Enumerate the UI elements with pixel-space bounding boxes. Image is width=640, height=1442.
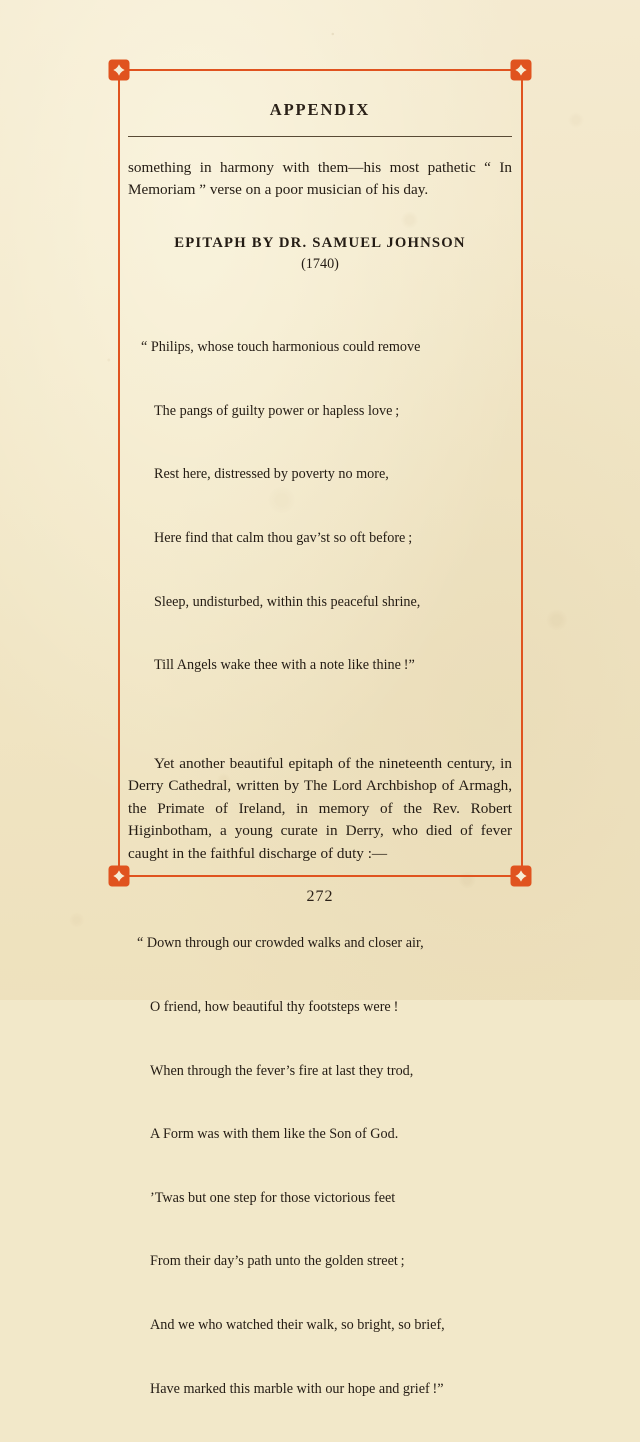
paragraph-continuation: something in harmony with them—his most pathetic “ In Memoriam ” verse on a poor musician of his day. xyxy=(128,159,512,199)
running-head-rule xyxy=(128,136,512,137)
page-number: 272 xyxy=(306,888,334,905)
verse-line: “ Down through our crowded walks and closer air, xyxy=(137,935,424,952)
verse-line: Have marked this marble with our hope and grief !” xyxy=(150,1380,444,1397)
border-rule-left xyxy=(118,69,120,876)
epitaph-two-verse xyxy=(128,891,512,1442)
running-head: APPENDIX xyxy=(269,100,371,119)
verse-line: Till Angels wake thee with a note like thine !” xyxy=(154,657,415,674)
verse-line: And we who watched their walk, so bright, so brief, xyxy=(150,1316,445,1333)
border-rule-right xyxy=(521,69,523,876)
verse-line: ’Twas but one step for those victorious feet xyxy=(150,1189,396,1206)
verse-line: A Form was with them like the Son of God. xyxy=(150,1126,399,1143)
verse-line: Here find that calm thou gav’st so oft before ; xyxy=(154,530,413,547)
epitaph-one-title: EPITAPH BY DR. SAMUEL JOHNSON xyxy=(174,234,466,251)
verse-line: When through the fever’s fire at last they trod, xyxy=(150,1062,414,1079)
paragraph-derry-epitaph-intro: Yet another beautiful epitaph of the nineteenth century, in Derry Cathedral, written by The Lord Archbishop of Armagh, the Primate of Ireland, in memory of the Rev. Robert Higinbotham, a young curate in Derry, who died of fever caught in the faithful discharge of duty :— xyxy=(128,754,512,862)
epitaph-one-date: (1740) xyxy=(301,255,339,272)
verse-line: “ Philips, whose touch harmonious could remove xyxy=(141,339,421,356)
epitaph-one-verse xyxy=(128,295,512,719)
text-column xyxy=(128,69,512,1442)
verse-line: Rest here, distressed by poverty no more, xyxy=(154,466,389,483)
verse-line: O friend, how beautiful thy footsteps were ! xyxy=(150,998,399,1015)
verse-line: The pangs of guilty power or hapless love ; xyxy=(154,402,400,419)
verse-line: From their day’s path unto the golden street ; xyxy=(150,1253,405,1270)
verse-line: Sleep, undisturbed, within this peaceful shrine, xyxy=(154,593,421,610)
